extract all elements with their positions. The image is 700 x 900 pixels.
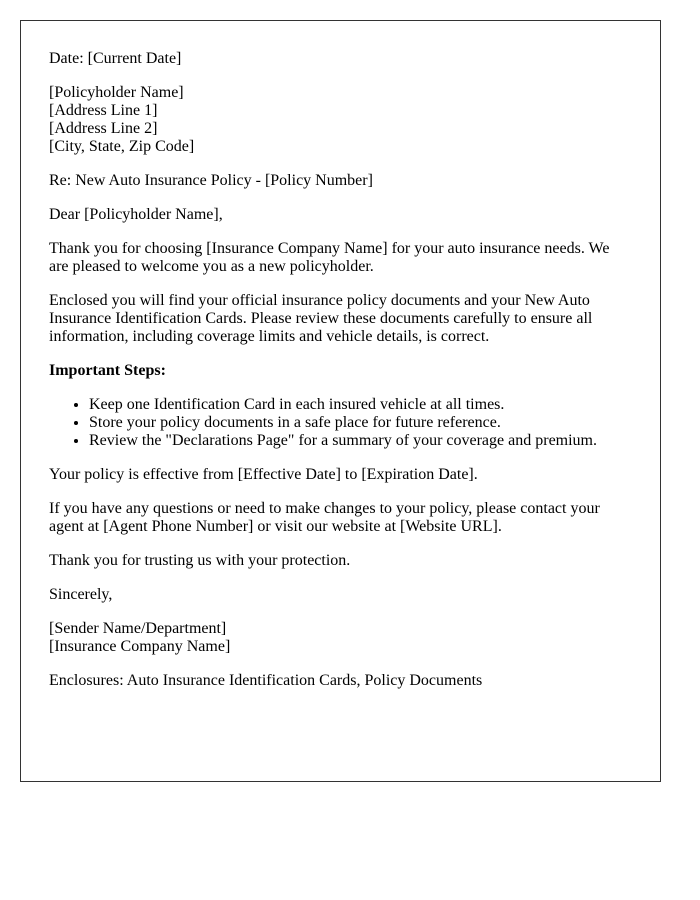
contact-paragraph: If you have any questions or need to make changes to your policy, please contact your agent at [Agent Phone Number] or visit our website at [Website URL]. [49, 500, 600, 535]
thanks-line: Thank you for trusting us with your protection. [49, 552, 351, 569]
date-line: Date: [Current Date] [49, 50, 182, 67]
steps-list [49, 396, 632, 450]
list-item: • Review the "Declarations Page" for a summary of your coverage and premium. [89, 432, 632, 450]
subject-line: Re: New Auto Insurance Policy - [Policy Number] [49, 172, 373, 189]
letter [20, 20, 661, 782]
closing: Sincerely, [49, 586, 113, 603]
list-item: • Keep one Identification Card in each insured vehicle at all times. [89, 396, 632, 414]
steps-heading: Important Steps: [49, 362, 166, 379]
recipient-address [49, 84, 632, 156]
body-paragraph: Thank you for choosing [Insurance Company Name] for your auto insurance needs. We are pleased to welcome you as a new policyholder. [49, 240, 610, 275]
effective-dates: Your policy is effective from [Effective Date] to [Expiration Date]. [49, 466, 478, 483]
enclosures: Enclosures: Auto Insurance Identification Cards, Policy Documents [49, 672, 483, 689]
address-line: [City, State, Zip Code] [49, 138, 195, 155]
salutation: Dear [Policyholder Name], [49, 206, 223, 223]
address-line: [Policyholder Name] [49, 84, 184, 101]
company-name: [Insurance Company Name] [49, 638, 231, 655]
signature [49, 620, 632, 656]
address-line: [Address Line 1] [49, 102, 158, 119]
sender-name: [Sender Name/Department] [49, 620, 227, 637]
address-line: [Address Line 2] [49, 120, 158, 137]
list-item: • Store your policy documents in a safe place for future reference. [89, 414, 632, 432]
body-paragraph: Enclosed you will find your official insurance policy documents and your New Auto Insurance Identification Cards. Please review these documents carefully to ensure all information, including coverage limits and vehicle details, is correct. [49, 292, 593, 345]
